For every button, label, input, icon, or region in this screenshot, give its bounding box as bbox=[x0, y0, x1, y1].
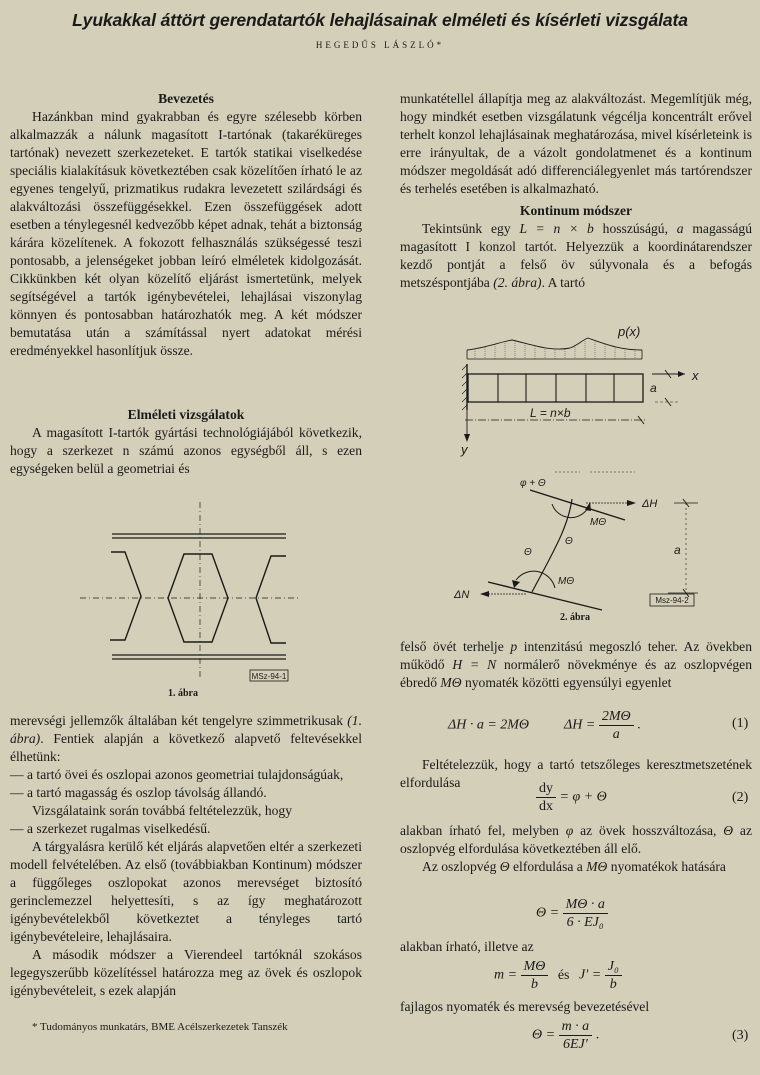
phi-symbol: φ bbox=[565, 823, 574, 838]
rotation-label: φ + Θ bbox=[520, 478, 546, 489]
figure-2-caption: 2. ábra bbox=[560, 612, 590, 623]
theta-label-left: Θ bbox=[524, 547, 532, 558]
y-axis-arrow bbox=[464, 434, 470, 442]
eq3-numerator: m · a bbox=[559, 1018, 593, 1036]
eq3-lhs: Θ = bbox=[532, 1027, 556, 1043]
elastic-assumption: — a szerkezet rugalmas viselkedésű. bbox=[10, 821, 211, 836]
load-paragraph bbox=[400, 638, 752, 692]
theta-label-right: Θ bbox=[565, 536, 573, 547]
upper-chord bbox=[530, 490, 625, 520]
section-heading-introduction: Bevezetés bbox=[158, 91, 214, 106]
specific-paragraph-block bbox=[400, 998, 752, 1016]
eq2-numerator: dy bbox=[536, 780, 556, 798]
eq-and-word: és bbox=[557, 967, 570, 983]
form-text: alakban írható fel, melyben bbox=[400, 823, 566, 838]
section-heading-continuum: Kontinum módszer bbox=[519, 203, 633, 218]
continuum-text: Tekintsünk egy bbox=[422, 221, 520, 236]
after-figure-text-pre: merevségi jellemzők általában két tengelyre szimmetrikusak bbox=[10, 713, 348, 728]
after-figure-text-post: . Fentiek alapján a következő alapvető feltevésekkel élhetünk: bbox=[10, 731, 362, 764]
equation-2 bbox=[536, 780, 607, 815]
form-paragraph-block bbox=[400, 822, 752, 876]
continuum-text: magasságú magasított I konzol tartót. Helyezzük a koordinátarendszer kezdő pontját a felső öv súlyvonala és a befogás metszéspontjába bbox=[400, 221, 752, 290]
eq-m-numerator: MΘ bbox=[521, 958, 549, 976]
assumption-item: — a tartó övei és oszlopai azonos geometriai tulajdonságúak, bbox=[10, 767, 344, 782]
equation-2-number: (2) bbox=[732, 790, 749, 805]
form-text: az övek hosszváltozása, bbox=[573, 823, 724, 838]
footnote bbox=[10, 1020, 362, 1034]
continuation-paragraph: munkatétellel állapítja meg az alakváltozást. Megemlítjük még, hogy mindkét esetben vizsgálatunk végcélja koncentrált erővel terhelt konzol lehajlásainak meghatározása, mivel kísérleteink is erre irányultak, de a vázolt gondolatmenet és a kontinum módszer megoldását adó differenciálegyenlet más tartórendszer és terhelés esetében is alkalmazható. bbox=[400, 91, 752, 196]
equation-1-number: (1) bbox=[732, 716, 749, 731]
moment-label-lower: MΘ bbox=[558, 576, 575, 587]
left-column-theory bbox=[10, 406, 362, 478]
force-expression: H = N bbox=[452, 657, 497, 672]
theta-symbol: Θ bbox=[499, 859, 510, 874]
eq1-fraction bbox=[599, 708, 634, 743]
eq-theta-denominator: 6 · EJ₀ bbox=[566, 915, 604, 930]
eq-j-numerator: J₀ bbox=[605, 958, 622, 976]
form-paragraph bbox=[400, 822, 752, 858]
x-axis-arrow bbox=[678, 371, 685, 377]
eq1-left-side: ΔH · a = 2MΘ bbox=[448, 717, 530, 733]
section-heading-theory: Elméleti vizsgálatok bbox=[127, 407, 245, 422]
dN-force-arrow bbox=[480, 591, 489, 597]
height-variable: a bbox=[676, 221, 684, 236]
eq3-denominator: 6EJ′ bbox=[562, 1037, 588, 1052]
eq-theta-numerator: MΘ · a bbox=[563, 896, 608, 914]
equation-m-j bbox=[494, 958, 622, 993]
eq1-denominator: a bbox=[612, 727, 620, 742]
form-text: az oszlopvég elfordulása következtében áll elő. bbox=[400, 823, 752, 856]
right-half-opening bbox=[256, 556, 286, 643]
rotation-paragraph: Feltételezzük, hogy a tartó tetszőleges keresztmetszetének elfordulása bbox=[400, 757, 752, 790]
eq-m-lhs: m = bbox=[494, 967, 518, 983]
continuum-text: hosszúságú, bbox=[593, 221, 677, 236]
article-title: Lyukakkal áttört gerendatartók lehajlásainak elméleti és kísérleti vizsgálata bbox=[72, 10, 688, 30]
eq-theta-lhs: Θ = bbox=[536, 905, 560, 921]
eq-m-denominator: b bbox=[530, 977, 538, 992]
assumption-item: — a tartó magasság és oszlop távolság állandó. bbox=[10, 785, 267, 800]
methods-paragraph: A tárgyalásra kerülő két eljárás alapvetően eltér a szerkezeti modell felvételében. Az első (továbbiakban Kontinum) módszer a függőleges oszlopokat azonos merevséget biztosító gerinclemezzel helyettesíti, s az így meghatározott igénybevételekből következtet a tényleges tartó igénybevételeire, lehajlásaira. bbox=[10, 839, 362, 944]
load-variable: p bbox=[510, 639, 518, 654]
lower-chord bbox=[488, 582, 602, 610]
eq2-fraction bbox=[536, 780, 556, 815]
written-paragraph-block bbox=[400, 938, 752, 956]
eq2-rhs: = φ + Θ bbox=[559, 789, 607, 805]
intro-paragraph: Hazánkban mind gyakrabban és egyre szélesebb körben alkalmazzák a nálunk magasított I-tartónak (takaréküreges tartónak) nevezett szerkezeteket. E tartók statikai viselkedése speciális kialakításuk következtében csak közelítően írható le az egyenes tengelyű, prizmatikus rudakra levezetett szilárdsági és alakváltozási összefüggésekkel. Ezen összefüggések adott esetben a ténylegesnél kedvezőbb képet adnak, tehát a biztonság kárára közelítenek. A fokozott felhasználás szükségessé teszi pontosabb, a jelenségeket jobban leíró elméletek kidolgozását. Cikkünkben két olyan közelítő eljárást ismertetünk, melyek segítségével a tartók igénybevételei, lehajlásai viszonylag könnyen és pontosabban határozhatók meg. A két módszer bemutatása után a számítással nyert adatokat mérési eredményekkel hasonlítjuk össze. bbox=[10, 109, 362, 358]
written-paragraph: alakban írható, illetve az bbox=[400, 939, 534, 954]
dH-force-arrow bbox=[627, 500, 636, 506]
length-label: L = n×b bbox=[530, 406, 571, 420]
figure-2-reference: (2. ábra) bbox=[493, 275, 542, 290]
y-axis-label: y bbox=[461, 442, 468, 457]
moment-symbol: MΘ bbox=[586, 859, 608, 874]
column-end-text: elfordulása a bbox=[509, 859, 587, 874]
load-text: normálerő növekménye és az oszlopvégen ébredő bbox=[400, 657, 752, 690]
load-text: intenzitású megoszló teher. Az övekben működő bbox=[400, 639, 753, 672]
eq-theta-fraction bbox=[563, 896, 608, 931]
support-hatching bbox=[462, 365, 467, 410]
eq2-denominator: dx bbox=[539, 799, 553, 814]
after-figure-paragraph bbox=[10, 712, 362, 766]
load-label: p(x) bbox=[618, 324, 641, 339]
height-label: a bbox=[650, 381, 657, 395]
specific-paragraph: fajlagos nyomaték és merevség bevezetésével bbox=[400, 999, 650, 1014]
distributed-load-curve bbox=[467, 338, 642, 350]
figure-1-castellated-beam bbox=[80, 490, 300, 690]
eq3-fraction bbox=[559, 1018, 593, 1053]
moment-symbol: MΘ bbox=[440, 675, 462, 690]
theory-paragraph: A magasított I-tartók gyártási technológiájából következik, hogy a szerkezet n számú azonos egységből áll, s ezen egységeken belül a geometriai és bbox=[10, 425, 362, 476]
further-assumption: Vizsgálataink során továbbá feltételezzük, hogy bbox=[32, 803, 293, 818]
figure-1-stamp: MSz-94-1 bbox=[251, 672, 287, 681]
equation-3 bbox=[532, 1018, 599, 1053]
footnote-text: * Tudományos munkatárs, BME Acélszerkezetek Tanszék bbox=[32, 1021, 288, 1033]
author-name: HEGEDŰS LÁSZLÓ* bbox=[315, 40, 445, 50]
eq3-period: . bbox=[595, 1027, 600, 1043]
right-column-equations bbox=[400, 638, 752, 692]
eq-j-lhs: J′ = bbox=[579, 967, 602, 983]
load-text: nyomaték közötti egyensúlyi egyenlet bbox=[461, 675, 672, 690]
continuum-paragraph bbox=[400, 220, 752, 292]
figure-2-stamp: Msz-94-2 bbox=[655, 596, 689, 605]
left-half-opening bbox=[110, 552, 141, 640]
eq-j-denominator: b bbox=[609, 977, 617, 992]
column-end-text: Az oszlopvég bbox=[422, 859, 500, 874]
eq-m-fraction bbox=[521, 958, 549, 993]
lower-moment-arrow bbox=[512, 580, 520, 588]
column-end-text: nyomatékok hatására bbox=[607, 859, 726, 874]
length-expression: L = n × b bbox=[519, 221, 594, 236]
continuum-text: . A tartó bbox=[541, 275, 586, 290]
upper-moment-arrow bbox=[585, 502, 591, 511]
moment-label-upper: MΘ bbox=[590, 517, 607, 528]
eq1-lhs: ΔH = bbox=[564, 717, 596, 733]
column-end-paragraph bbox=[400, 858, 752, 876]
second-method-paragraph: A második módszer a Vierendeel tartóknál szokásos legegyszerűbb közelítéssel határozza meg az övek és oszlopok igénybevételeit, s ezek alapján bbox=[10, 947, 362, 998]
equation-3-number: (3) bbox=[732, 1028, 749, 1043]
equation-theta bbox=[536, 896, 608, 931]
load-text: felső övét terhelje bbox=[400, 639, 511, 654]
right-column-top bbox=[400, 90, 752, 292]
figure-1-caption: 1. ábra bbox=[168, 688, 198, 699]
eq-j-fraction bbox=[605, 958, 622, 993]
height-label-detail: a bbox=[674, 543, 681, 557]
dH-label: ΔH bbox=[642, 498, 658, 510]
dN-label: ΔN bbox=[454, 589, 470, 601]
figure-1-reference: (1. ábra) bbox=[10, 713, 362, 746]
x-axis-label: x bbox=[692, 368, 699, 383]
eq1-numerator: 2MΘ bbox=[599, 708, 634, 726]
figure-2-cantilever-model bbox=[440, 318, 760, 614]
equation-1 bbox=[448, 708, 641, 743]
eq1-period: . bbox=[637, 717, 641, 733]
theta-symbol: Θ bbox=[723, 823, 734, 838]
left-column-assumptions bbox=[10, 712, 362, 1000]
left-column-intro bbox=[10, 90, 362, 360]
